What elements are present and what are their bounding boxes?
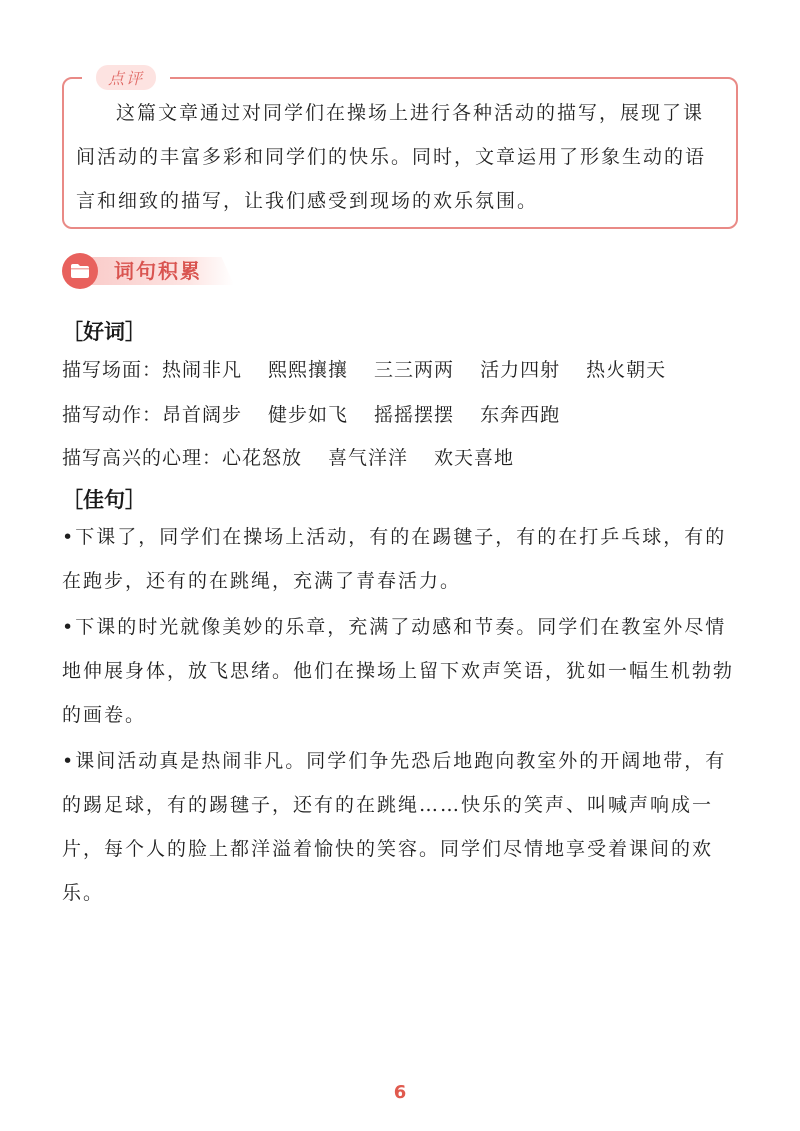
vocab-row	[62, 400, 586, 427]
sentence-list	[62, 515, 742, 917]
vocab-word: 三三两两	[374, 359, 455, 381]
vocab-row	[62, 355, 692, 382]
vocab-row-label: 描写高兴的心理：	[62, 447, 223, 469]
vocab-word: 心花怒放	[222, 447, 303, 469]
vocab-word: 健步如飞	[268, 404, 349, 426]
comment-label: 点评	[96, 65, 156, 90]
comment-tag	[82, 65, 170, 89]
vocab-word: 昂首阔步	[162, 404, 243, 426]
good-words-heading: ［好词］	[62, 320, 146, 344]
vocab-row-label: 描写动作：	[62, 404, 163, 426]
vocab-word: 热闹非凡	[162, 359, 243, 381]
vocab-word: 熙熙攘攘	[268, 359, 349, 381]
section-icon-circle	[62, 253, 98, 289]
vocab-word: 活力四射	[480, 359, 561, 381]
sentence-item: •下课了，同学们在操场上活动，有的在踢毽子，有的在打乒乓球，有的在跑步，还有的在跳绳，充满了青春活力。	[62, 526, 727, 592]
page-number: 6	[393, 1082, 407, 1103]
vocab-row	[62, 443, 540, 470]
section-banner	[62, 253, 234, 289]
vocab-word: 喜气洋洋	[328, 447, 409, 469]
comment-box	[62, 68, 738, 229]
vocab-row-label: 描写场面：	[62, 359, 163, 381]
sentence-item: •下课的时光就像美妙的乐章，充满了动感和节奏。同学们在教室外尽情地伸展身体，放飞思绪。他们在操场上留下欢声笑语，犹如一幅生机勃勃的画卷。	[62, 616, 735, 726]
comment-text: 这篇文章通过对同学们在操场上进行各种活动的描写，展现了课间活动的丰富多彩和同学们的快乐。同时，文章运用了形象生动的语言和细致的描写，让我们感受到现场的欢乐氛围。	[76, 102, 707, 212]
vocab-word: 摇摇摆摆	[374, 404, 455, 426]
vocab-word: 欢天喜地	[434, 447, 515, 469]
vocab-word: 东奔西跑	[480, 404, 561, 426]
vocab-word: 热火朝天	[586, 359, 667, 381]
good-sentences-heading: ［佳句］	[62, 488, 146, 512]
section-title: 词句积累	[114, 259, 202, 283]
folder-icon	[70, 263, 90, 279]
sentence-item: •课间活动真是热闹非凡。同学们争先恐后地跑向教室外的开阔地带，有的踢足球，有的踢毽子，还有的在跳绳……快乐的笑声、叫喊声响成一片，每个人的脸上都洋溢着愉快的笑容。同学们尽情地享受着课间的欢乐。	[62, 750, 727, 904]
